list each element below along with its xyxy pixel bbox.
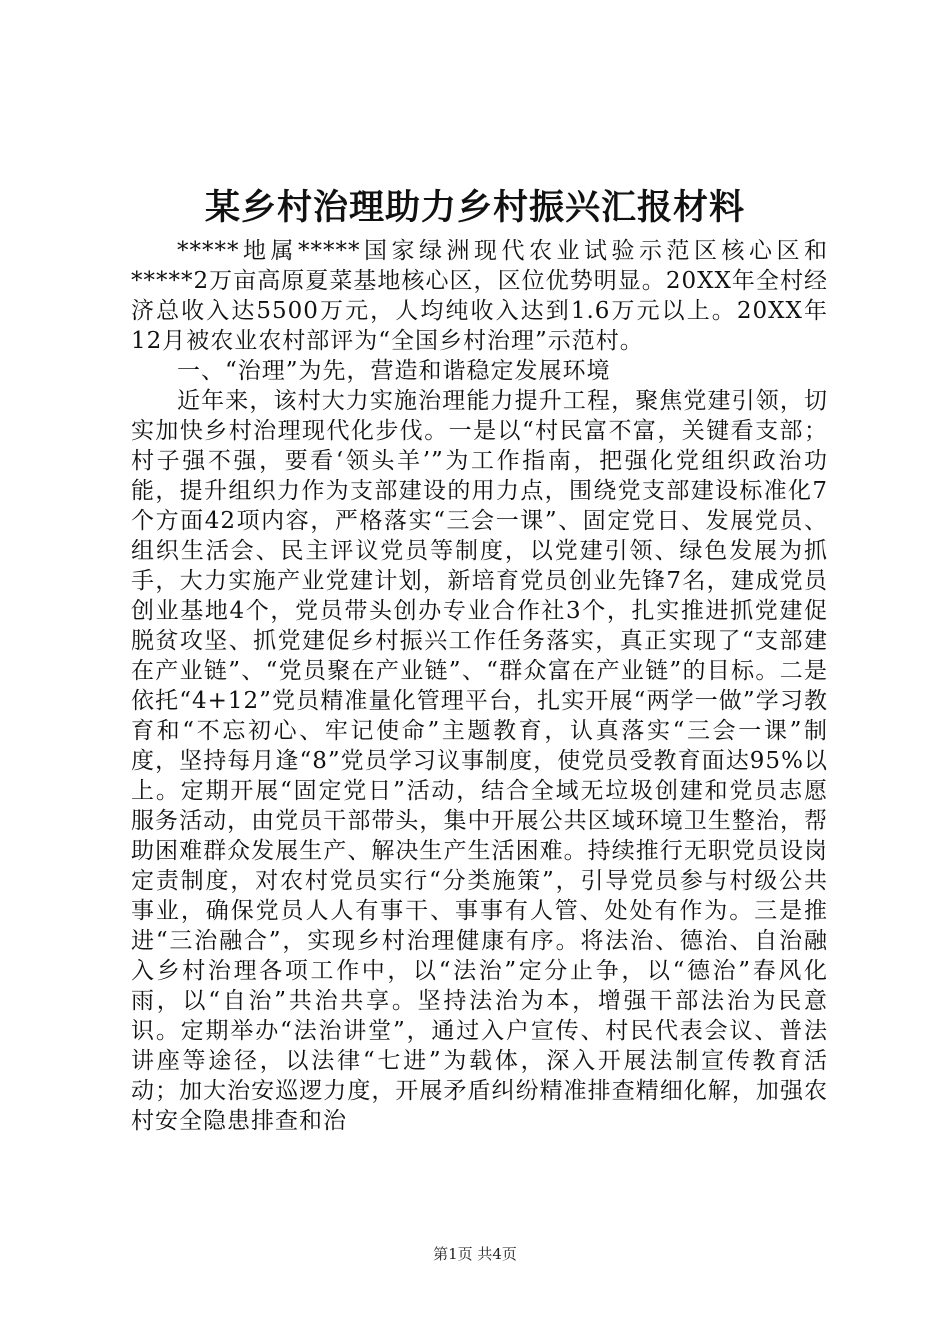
paragraph-governance: 近年来，该村大力实施治理能力提升工程，聚焦党建引领，切实加快乡村治理现代化步伐。一是以“村民富不富，关键看支部；村子强不强，要看‘领头羊’”为工作指南，把强化党组织政治功能，提升组织力作为支部建设的用力点，围绕党支部建设标准化7个方面42项内容，严格落实“三会一课”、固定党日、发展党员、组织生活会、民主评议党员等制度，以党建引领、绿色发展为抓手，大力实施产业党建计划，新培育党员创业先锋7名，建成党员创业基地4个，党员带头创办专业合作社3个，扎实推进抓党建促脱贫攻坚、抓党建促乡村振兴工作任务落实，真正实现了“支部建在产业链”、“党员聚在产业链”、“群众富在产业链”的目标。二是依托“4+12”党员精准量化管理平台，扎实开展“两学一做”学习教育和“不忘初心、牢记使命”主题教育，认真落实“三会一课”制度，坚持每月逢“8”党员学习议事制度，使党员受教育面达95%以上。定期开展“固定党日”活动，结合全域无垃圾创建和党员志愿服务活动，由党员干部带头，集中开展公共区域环境卫生整治，帮助困难群众发展生产、解决生产生活困难。持续推行无职党员设岗定责制度，对农村党员实行“分类施策”，引导党员参与村级公共事业，确保党员人人有事干、事事有人管、处处有作为。三是推进“三治融合”，实现乡村治理健康有序。将法治、德治、自治融入乡村治理各项工作中，以“法治”定分止争，以“德治”春风化雨，以“自治”共治共享。坚持法治为本，增强干部法治为民意识。定期举办“法治讲堂”，通过入户宣传、村民代表会议、普法讲座等途径，以法律“七进”为载体，深入开展法制宣传教育活动；加大治安巡逻力度，开展矛盾纠纷精准排查精细化解，加强农村安全隐患排查和治 — [131, 388, 828, 1134]
section-heading: 一、“治理”为先，营造和谐稳定发展环境 — [177, 358, 611, 384]
page-footer: 第1页 共4页 — [433, 1245, 517, 1263]
document-body — [131, 236, 828, 1136]
document-title: 某乡村治理助力乡村振兴汇报材料 — [204, 187, 745, 228]
paragraph-intro: *****地属*****国家绿洲现代农业试验示范区核心区和*****2万亩高原夏菜基地核心区，区位优势明显。20XX年全村经济总收入达5500万元，人均纯收入达到1.6万元以上。20XX年12月被农业农村部评为“全国乡村治理”示范村。 — [131, 238, 828, 354]
